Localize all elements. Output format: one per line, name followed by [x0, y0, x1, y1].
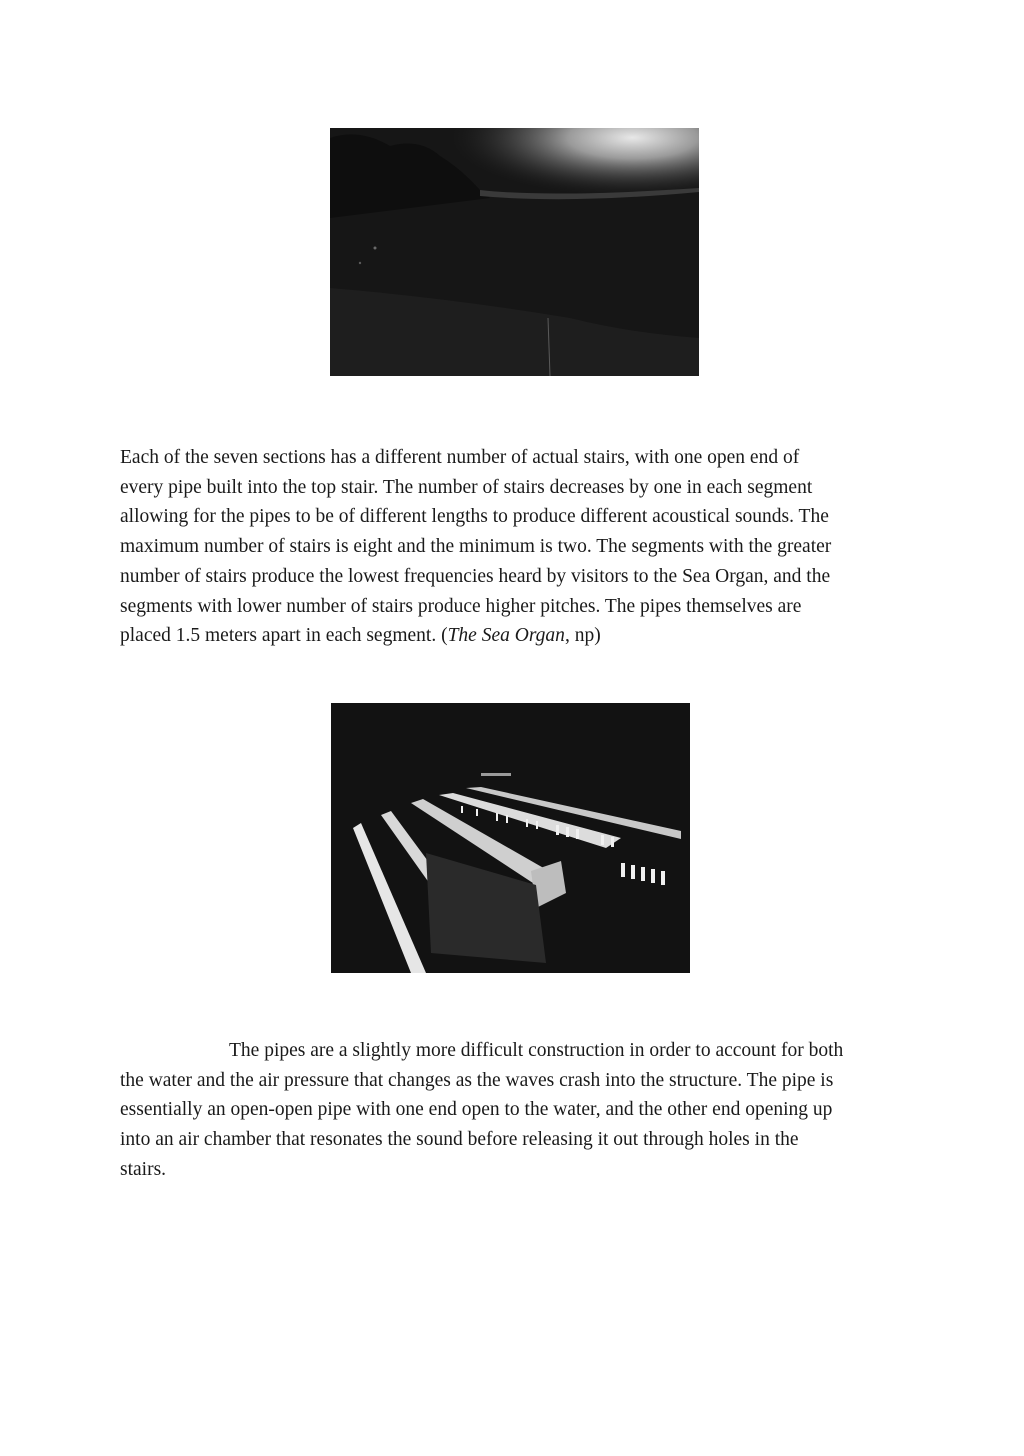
text-line: every pipe built into the top stair. The number of stairs decreases by one in each segment — [120, 476, 813, 498]
sea-organ-dusk-photo — [330, 128, 699, 376]
text-line: the water and the air pressure that changes as the waves crash into the structure. The pipe is — [120, 1069, 834, 1091]
body-paragraph-stairs — [120, 443, 895, 651]
sea-organ-stairs-photo — [331, 703, 690, 973]
sea-organ-stairs-image — [331, 703, 690, 973]
text-line: The pipes are a slightly more difficult construction in order to account for both — [229, 1040, 844, 1061]
text-line: into an air chamber that resonates the sound before releasing it out through holes in the — [120, 1129, 799, 1151]
text-line: essentially an open-open pipe with one end open to the water, and the other end opening up — [120, 1099, 833, 1121]
text-line: placed 1.5 meters apart in each segment. — [120, 625, 442, 647]
citation-open: ( — [441, 625, 448, 647]
citation-rest: , np) — [564, 625, 601, 647]
text-line: Each of the seven sections has a different number of actual stairs, with one open end of — [120, 447, 800, 468]
sea-organ-dusk-image — [330, 128, 699, 376]
body-paragraph-pipes — [120, 1036, 895, 1185]
text-line: allowing for the pipes to be of different lengths to produce different acoustical sounds. The — [120, 506, 829, 528]
text-line: segments with lower number of stairs produce higher pitches. The pipes themselves are — [120, 595, 802, 617]
citation-title: The Sea Organ — [447, 625, 565, 647]
text-line: number of stairs produce the lowest frequencies heard by visitors to the Sea Organ, and the — [120, 565, 831, 587]
text-line: maximum number of stairs is eight and the minimum is two. The segments with the greater — [120, 536, 832, 558]
text-line: stairs. — [120, 1158, 167, 1180]
